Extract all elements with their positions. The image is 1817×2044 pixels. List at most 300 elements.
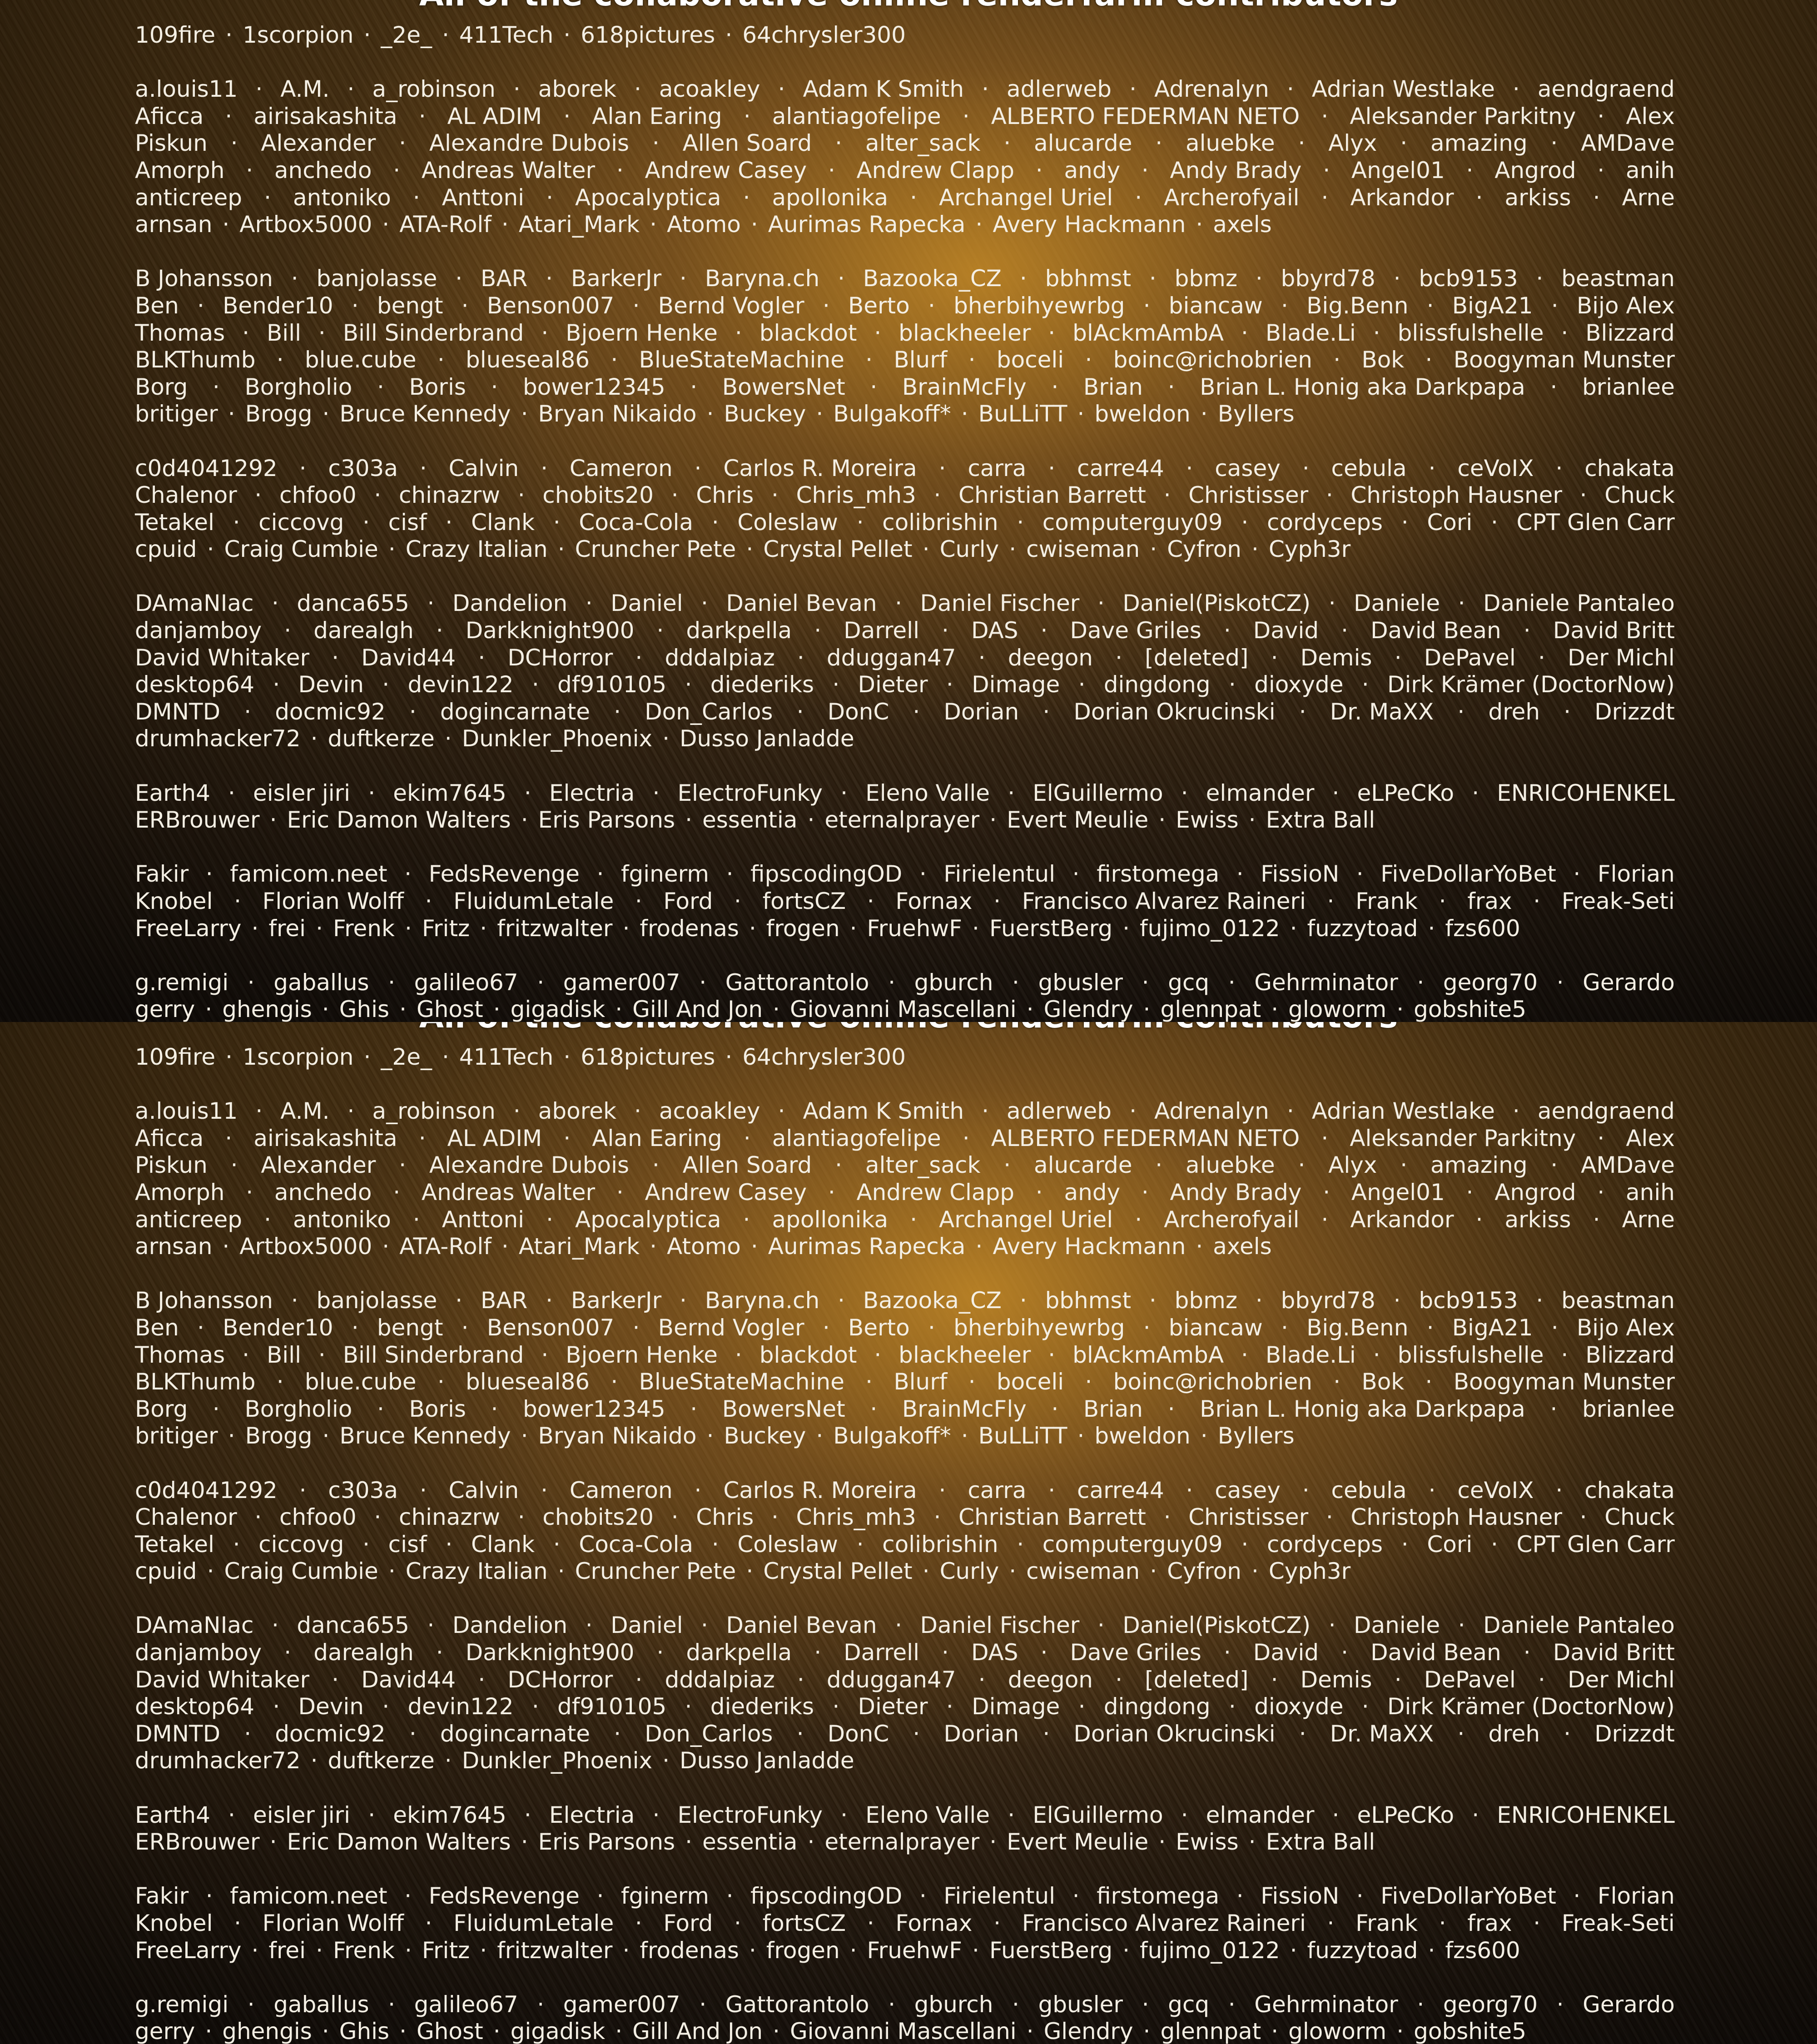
name-separator: · xyxy=(445,725,452,753)
name-separator: · xyxy=(316,915,323,943)
name-separator: · xyxy=(680,1287,687,1315)
name-separator: · xyxy=(1472,1802,1479,1829)
contributor-name: c303a xyxy=(328,1477,398,1504)
contributor-name: BlueStateMachine xyxy=(639,347,844,374)
contributor-name: Buckey xyxy=(724,1423,806,1450)
name-separator: · xyxy=(1396,2018,1404,2044)
name-separator: · xyxy=(284,617,291,645)
contributor-name: Daniel xyxy=(611,590,683,617)
contributor-name: Christian Barrett xyxy=(958,482,1146,509)
contributor-name: Blurf xyxy=(894,1369,947,1396)
contributor-name: Cruncher Pete xyxy=(575,1558,736,1585)
contributor-name: Dieter xyxy=(858,1693,928,1721)
contributor-name: alantiagofelipe xyxy=(772,1125,941,1152)
name-separator: · xyxy=(1142,1179,1149,1206)
contributor-name: computerguy09 xyxy=(1043,1531,1223,1558)
name-separator: · xyxy=(225,22,233,49)
contributor-name: 411Tech xyxy=(459,22,553,49)
contributor-name: Dusso Janladde xyxy=(680,1747,854,1775)
contributor-name: Andy Brady xyxy=(1170,1179,1302,1206)
contributor-name: blAckmAmbA xyxy=(1072,320,1224,347)
name-separator: · xyxy=(1428,915,1435,943)
contributor-name: David Britt xyxy=(1553,617,1675,645)
contributor-name: frogen xyxy=(766,915,840,943)
name-separator: · xyxy=(521,1829,528,1856)
name-separator: · xyxy=(427,590,434,617)
contributor-name: carra xyxy=(968,1477,1026,1504)
contributor-name: Don_Carlos xyxy=(645,699,773,726)
contributor-name: Byllers xyxy=(1218,401,1295,428)
contributor-name: aendgraend xyxy=(1538,1098,1675,1125)
contributor-name: bherbihyewrbg xyxy=(953,1315,1125,1342)
name-separator: · xyxy=(322,401,329,428)
contributor-name: cordyceps xyxy=(1267,1531,1383,1558)
name-separator: · xyxy=(388,1991,395,2019)
contributor-name: Knobel xyxy=(135,888,213,915)
contributor-name: aluebke xyxy=(1186,1152,1275,1179)
name-separator: · xyxy=(695,1477,702,1504)
name-separator: · xyxy=(832,1693,839,1721)
contributor-name: ATA-Rolf xyxy=(399,1233,491,1260)
contributor-name: blueseal86 xyxy=(466,347,590,374)
contributor-name: anticreep xyxy=(135,184,242,212)
contributor-name: Alyx xyxy=(1328,1152,1377,1179)
name-separator: · xyxy=(1417,969,1424,997)
contributor-name: Bulgakoff* xyxy=(833,1423,951,1450)
name-separator: · xyxy=(480,1937,487,1965)
name-separator: · xyxy=(1302,455,1310,482)
name-separator: · xyxy=(622,915,630,943)
contributor-name: Daniele Pantaleo xyxy=(1483,1612,1675,1639)
contributor-name: ElectroFunky xyxy=(677,1802,823,1829)
name-separator: · xyxy=(1457,699,1465,726)
name-separator: · xyxy=(596,1883,604,1910)
name-separator: · xyxy=(1323,157,1330,184)
name-separator: · xyxy=(228,1423,235,1450)
name-separator: · xyxy=(1299,699,1306,726)
contributor-name: bengt xyxy=(377,293,443,320)
name-separator: · xyxy=(993,888,1001,915)
name-separator: · xyxy=(1555,1477,1563,1504)
name-separator: · xyxy=(735,320,742,347)
contributor-name: Evert Meulie xyxy=(1007,1829,1148,1856)
name-separator: · xyxy=(277,347,284,374)
name-separator: · xyxy=(1036,157,1043,184)
contributor-name: ALBERTO FEDERMAN NETO xyxy=(991,1125,1300,1152)
name-separator: · xyxy=(1550,1396,1557,1423)
contributor-name: drumhacker72 xyxy=(135,1747,301,1775)
name-separator: · xyxy=(1271,2018,1278,2044)
contributor-name: dddalpiaz xyxy=(665,1667,774,1694)
name-separator: · xyxy=(652,1802,660,1829)
name-separator: · xyxy=(1298,130,1305,157)
contributor-name: a_robinson xyxy=(372,1098,495,1125)
name-separator: · xyxy=(828,1179,835,1206)
name-separator: · xyxy=(445,1531,452,1558)
name-separator: · xyxy=(1356,861,1364,888)
contributor-name: Eris Parsons xyxy=(538,1829,675,1856)
contributor-name: gloworm xyxy=(1288,2018,1386,2044)
name-separator: · xyxy=(1561,1342,1568,1369)
name-separator: · xyxy=(437,347,445,374)
name-separator: · xyxy=(816,1423,823,1450)
name-separator: · xyxy=(1326,482,1333,509)
contributor-name: alucarde xyxy=(1034,130,1132,157)
contributor-name: firstomega xyxy=(1097,1883,1219,1910)
name-separator: · xyxy=(546,1206,553,1234)
name-separator: · xyxy=(1271,1667,1278,1694)
contributor-name: casey xyxy=(1215,455,1281,482)
contributor-name: chobits20 xyxy=(542,1504,654,1531)
name-separator: · xyxy=(248,1991,255,2019)
contributor-name: ekim7645 xyxy=(393,1802,506,1829)
contributor-name: BrainMcFly xyxy=(902,1396,1027,1423)
contributor-name: ENRICOHENKEL xyxy=(1497,780,1675,807)
name-separator: · xyxy=(1027,2018,1034,2044)
contributor-name: alantiagofelipe xyxy=(772,103,941,130)
contributor-name: gcq xyxy=(1168,1991,1209,2019)
contributor-name: Dusso Janladde xyxy=(680,725,854,753)
contributor-name: fipscodingOD xyxy=(750,861,902,888)
name-separator: · xyxy=(1271,645,1278,672)
name-separator: · xyxy=(751,211,758,238)
contributor-name: arkiss xyxy=(1504,184,1571,212)
name-separator: · xyxy=(399,130,406,157)
contributor-name: Blizzard xyxy=(1585,1342,1675,1369)
contributor-name: Florian Wolff xyxy=(263,888,404,915)
contributor-name: DCHorror xyxy=(507,1667,613,1694)
name-separator: · xyxy=(874,1342,881,1369)
contributor-name: Alyx xyxy=(1328,130,1377,157)
contributor-name: AL ADIM xyxy=(447,1125,542,1152)
name-separator: · xyxy=(348,1098,355,1125)
contributor-name: fzs600 xyxy=(1445,1937,1520,1965)
contributor-name: Gattorantolo xyxy=(725,969,869,997)
name-separator: · xyxy=(1168,374,1175,401)
name-separator: · xyxy=(1041,1639,1048,1667)
name-separator: · xyxy=(1129,1098,1137,1125)
name-separator: · xyxy=(1401,1531,1409,1558)
contributor-name: Ewiss xyxy=(1176,1829,1238,1856)
contributor-name: fritzwalter xyxy=(497,1937,612,1965)
name-separator: · xyxy=(206,1883,213,1910)
contributor-name: Francisco Alvarez Raineri xyxy=(1022,888,1306,915)
contributor-name: fritzwalter xyxy=(497,915,612,943)
contributor-name: Chris xyxy=(696,1504,754,1531)
contributor-name: danca655 xyxy=(297,590,409,617)
contributor-name: Giovanni Mascellani xyxy=(790,2018,1017,2044)
name-separator: · xyxy=(1051,1396,1058,1423)
name-separator: · xyxy=(961,401,968,428)
contributor-name: bbhmst xyxy=(1045,265,1132,293)
name-separator: · xyxy=(726,861,734,888)
name-separator: · xyxy=(1143,1315,1151,1342)
contributor-name: andy xyxy=(1064,157,1120,184)
name-separator: · xyxy=(634,76,641,103)
contributor-name: CPT Glen Carr xyxy=(1517,1531,1675,1558)
contributor-name: darkpella xyxy=(686,617,792,645)
name-separator: · xyxy=(222,1233,229,1260)
name-separator: · xyxy=(332,645,339,672)
contributor-name: Fornax xyxy=(895,1910,972,1937)
name-separator: · xyxy=(1122,1937,1130,1965)
contributor-name: danjamboy xyxy=(135,1639,262,1667)
name-separator: · xyxy=(1142,969,1149,997)
contributor-name: frax xyxy=(1467,1910,1512,1937)
contributor-name: Firielentul xyxy=(943,1883,1055,1910)
contributor-name: Chalenor xyxy=(135,1504,237,1531)
contributor-name: David Britt xyxy=(1553,1639,1675,1667)
contributor-name: Giovanni Mascellani xyxy=(790,996,1017,1022)
name-separator: · xyxy=(615,996,622,1022)
contributor-name: Glendry xyxy=(1044,2018,1133,2044)
name-separator: · xyxy=(234,1910,241,1937)
name-separator: · xyxy=(1186,1477,1193,1504)
name-separator: · xyxy=(255,1098,263,1125)
contributor-name: Demis xyxy=(1301,1667,1372,1694)
contributor-name: gburch xyxy=(914,1991,993,2019)
contributor-name: DonC xyxy=(828,699,889,726)
name-separator: · xyxy=(1580,482,1587,509)
contributor-name: britiger xyxy=(135,401,218,428)
contributor-name: andy xyxy=(1064,1179,1120,1206)
contributor-name: Eric Damon Walters xyxy=(287,807,511,834)
contributor-name: Gerardo xyxy=(1583,969,1675,997)
name-separator: · xyxy=(399,996,407,1022)
contributor-name: Bryan Nikaido xyxy=(538,1423,697,1450)
name-separator: · xyxy=(1513,1098,1520,1125)
name-separator: · xyxy=(662,725,670,753)
contributor-name: Frank xyxy=(1355,1910,1418,1937)
contributor-name: Christian Barrett xyxy=(958,1504,1146,1531)
contributor-name: dduggan47 xyxy=(827,1667,956,1694)
name-separator: · xyxy=(1097,1612,1105,1639)
name-separator: · xyxy=(685,1693,692,1721)
name-separator: · xyxy=(1077,1423,1084,1450)
name-separator: · xyxy=(291,265,298,293)
contributor-name: Crystal Pellet xyxy=(763,536,912,563)
name-separator: · xyxy=(518,1504,525,1531)
contributor-name: bbyrd78 xyxy=(1281,265,1375,293)
contributor-name: Andrew Casey xyxy=(645,1179,807,1206)
contributor-name: c0d4041292 xyxy=(135,1477,278,1504)
contributor-name: Ghis xyxy=(339,996,389,1022)
name-separator: · xyxy=(270,807,277,834)
name-separator: · xyxy=(989,1829,997,1856)
name-separator: · xyxy=(393,157,400,184)
name-separator: · xyxy=(419,1125,426,1152)
contributor-name: Baryna.ch xyxy=(705,265,820,293)
name-separator: · xyxy=(1036,1179,1043,1206)
name-separator: · xyxy=(491,1396,498,1423)
contributor-name: Crazy Italian xyxy=(406,536,548,563)
name-separator: · xyxy=(635,1910,642,1937)
name-separator: · xyxy=(1009,536,1016,563)
name-separator: · xyxy=(563,103,571,130)
contributor-name: gerry xyxy=(135,996,195,1022)
contributor-name: Bill Sinderbrand xyxy=(343,320,524,347)
name-separator: · xyxy=(388,1558,396,1585)
name-separator: · xyxy=(671,482,679,509)
name-separator: · xyxy=(254,1504,262,1531)
contributor-name: 64chrysler300 xyxy=(742,22,906,49)
name-separator: · xyxy=(701,590,708,617)
name-separator: · xyxy=(797,1721,804,1748)
contributor-name: Arne xyxy=(1622,184,1675,212)
contributor-name: Cyph3r xyxy=(1269,1558,1350,1585)
contributor-name: Cyph3r xyxy=(1269,536,1350,563)
contributor-name: gobshite5 xyxy=(1414,996,1526,1022)
contributor-name: FedsRevenge xyxy=(429,861,580,888)
contributor-name: df910105 xyxy=(557,1693,666,1721)
name-separator: · xyxy=(1043,699,1050,726)
name-separator: · xyxy=(248,969,255,997)
contributor-name: cordyceps xyxy=(1267,509,1383,536)
name-separator: · xyxy=(322,996,329,1022)
contributor-name: Big.Benn xyxy=(1306,293,1408,320)
contributor-name: Der Michl xyxy=(1568,1667,1675,1694)
name-separator: · xyxy=(1573,861,1580,888)
name-separator: · xyxy=(455,1287,462,1315)
name-separator: · xyxy=(311,1747,318,1775)
name-separator: · xyxy=(1321,103,1328,130)
contributor-name: Berto xyxy=(848,293,910,320)
name-separator: · xyxy=(616,1179,624,1206)
name-separator: · xyxy=(445,1747,452,1775)
name-separator: · xyxy=(513,76,521,103)
contributor-name: brianlee xyxy=(1582,1396,1675,1423)
contributor-name: banjolasse xyxy=(317,265,437,293)
contributor-name: eternalprayer xyxy=(824,1829,979,1856)
contributor-name: eLPeCKo xyxy=(1357,1802,1455,1829)
name-separator: · xyxy=(377,1396,384,1423)
name-separator: · xyxy=(1400,130,1407,157)
contributor-name: FreeLarry xyxy=(135,915,241,943)
contributor-name: casey xyxy=(1215,1477,1281,1504)
contributor-name: Alex xyxy=(1626,1125,1675,1152)
name-separator: · xyxy=(1097,590,1105,617)
name-separator: · xyxy=(807,807,814,834)
contributor-name: Francisco Alvarez Raineri xyxy=(1022,1910,1306,1937)
contributor-name: cwiseman xyxy=(1026,1558,1140,1585)
name-separator: · xyxy=(413,1206,420,1234)
name-separator: · xyxy=(1472,780,1479,807)
name-separator: · xyxy=(1373,1342,1380,1369)
name-separator: · xyxy=(888,969,895,997)
contributor-name: Tetakel xyxy=(135,1531,214,1558)
contributor-name: adlerweb xyxy=(1007,1098,1112,1125)
name-separator: · xyxy=(1538,645,1545,672)
name-separator: · xyxy=(1143,293,1151,320)
name-separator: · xyxy=(1020,265,1027,293)
name-separator: · xyxy=(1150,536,1157,563)
contributor-name: DePavel xyxy=(1424,645,1516,672)
name-separator: · xyxy=(1341,617,1348,645)
name-separator: · xyxy=(743,184,750,212)
contributor-name: Adrenalyn xyxy=(1154,76,1269,103)
name-separator: · xyxy=(244,1721,251,1748)
contributor-name: Christoph Hausner xyxy=(1350,482,1562,509)
contributor-name: Angrod xyxy=(1494,157,1576,184)
contributor-name: Angrod xyxy=(1494,1179,1576,1206)
name-separator: · xyxy=(1287,1098,1294,1125)
name-separator: · xyxy=(749,915,756,943)
name-separator: · xyxy=(1072,1883,1080,1910)
name-separator: · xyxy=(778,76,785,103)
name-separator: · xyxy=(1228,969,1236,997)
contributor-name: bower12345 xyxy=(523,374,665,401)
name-separator: · xyxy=(478,1667,485,1694)
name-separator: · xyxy=(1536,265,1543,293)
name-separator: · xyxy=(712,509,719,536)
contributor-name: B Johansson xyxy=(135,265,273,293)
contributor-name: Clank xyxy=(471,1531,535,1558)
contributor-name: essentia xyxy=(702,807,797,834)
name-separator: · xyxy=(532,671,539,699)
name-separator: · xyxy=(1298,1152,1305,1179)
name-separator: · xyxy=(1476,184,1483,212)
contributor-name: DAS xyxy=(971,617,1018,645)
name-separator: · xyxy=(1290,1937,1297,1965)
name-separator: · xyxy=(1236,1883,1244,1910)
contributor-name: georg70 xyxy=(1443,1991,1538,2019)
contributor-name: BlueStateMachine xyxy=(639,1369,844,1396)
contributor-name: FreeLarry xyxy=(135,1937,241,1965)
contributor-name: FluidumLetale xyxy=(453,888,614,915)
contributor-name: Dorian Okrucinski xyxy=(1073,1721,1275,1748)
contributor-name: cwiseman xyxy=(1026,536,1140,563)
name-separator: · xyxy=(1290,915,1297,943)
name-separator: · xyxy=(1281,293,1288,320)
contributor-name: g.remigi xyxy=(135,1991,228,2019)
contributor-name: Ghost xyxy=(417,2018,483,2044)
contributor-name: Dr. MaXX xyxy=(1330,1721,1434,1748)
name-separator: · xyxy=(616,157,624,184)
contributor-name: galileo67 xyxy=(414,1991,518,2019)
contributor-name: 411Tech xyxy=(459,1044,553,1071)
contributor-name: Cori xyxy=(1427,1531,1472,1558)
contributor-name: Bijo Alex xyxy=(1577,293,1675,320)
name-separator: · xyxy=(596,861,604,888)
contributor-name: beastman xyxy=(1561,1287,1675,1315)
contributor-name: bbhmst xyxy=(1045,1287,1132,1315)
name-separator: · xyxy=(264,184,271,212)
name-separator: · xyxy=(231,130,238,157)
contributor-name: Demis xyxy=(1301,645,1372,672)
contributor-name: Daniel Fischer xyxy=(920,1612,1080,1639)
contributor-name: Andrew Clapp xyxy=(856,157,1014,184)
contributor-name: boceli xyxy=(997,1369,1064,1396)
name-separator: · xyxy=(242,320,249,347)
name-separator: · xyxy=(541,1342,548,1369)
name-separator: · xyxy=(835,130,842,157)
contributor-name: Coleslaw xyxy=(737,1531,838,1558)
name-separator: · xyxy=(699,1991,706,2019)
contributor-name: 1scorpion xyxy=(243,22,353,49)
contributor-name: Chalenor xyxy=(135,482,237,509)
contributor-name: Frenk xyxy=(333,1937,395,1965)
contributor-name: Blade.Li xyxy=(1266,320,1356,347)
contributor-name: cpuid xyxy=(135,536,197,563)
name-separator: · xyxy=(942,617,949,645)
name-separator: · xyxy=(1155,1152,1162,1179)
contributor-name: biancaw xyxy=(1169,293,1263,320)
contributor-name: Borgholio xyxy=(244,1396,352,1423)
contributor-name: antoniko xyxy=(293,184,391,212)
name-separator: · xyxy=(1395,1667,1402,1694)
contributor-name: eisler jiri xyxy=(253,1802,350,1829)
contributor-name: glennpat xyxy=(1160,2018,1261,2044)
